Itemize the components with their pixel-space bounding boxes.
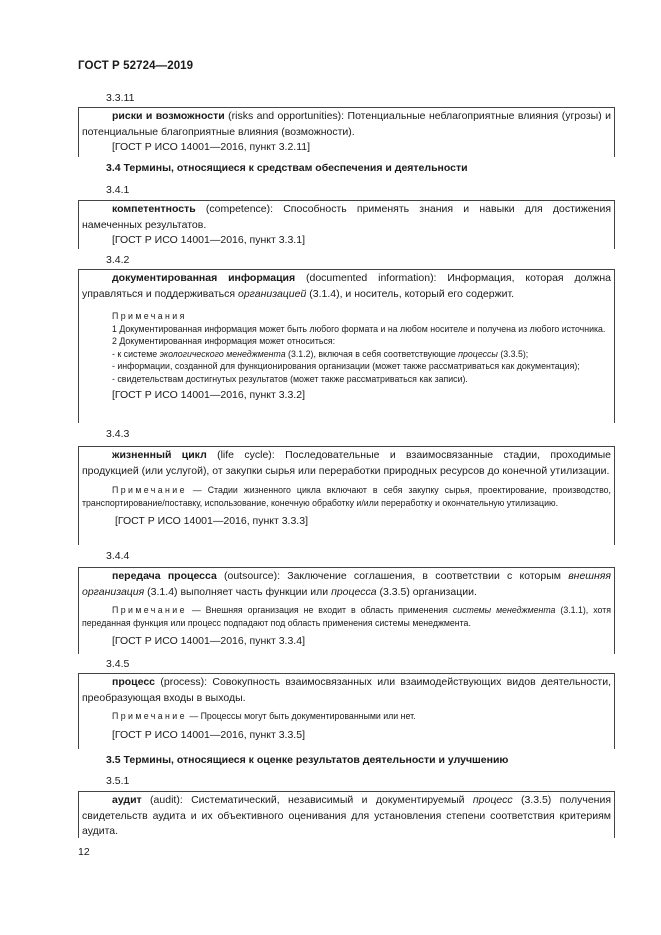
entry-number: 3.5.1 [106,775,130,787]
note: Примечание — Внешняя организация не входит в область применения системы менеджмента (3.1.1), хотя переданная функция или процесс подпадают под область применения системы менеджмента. [82,605,611,628]
term-entry-3-3-11 [78,107,615,157]
notes-label: Примечания [112,311,187,321]
definition: жизненный цикл (life cycle): Последовательные и взаимосвязанные стадии, проходимые продукцией (или услугой), от закупки сырья или переработки природных ресурсов до конечной утилизации. [82,449,611,477]
term-entry-3-4-1 [78,200,615,249]
term: документированная информация [112,272,296,284]
term-entry-3-4-5 [78,673,615,749]
reference: [ГОСТ Р ИСО 14001—2016, пункт 3.3.1] [112,234,305,246]
entry-number: 3.4.2 [106,254,130,266]
term: аудит [112,794,142,806]
entry-number: 3.4.3 [106,428,130,440]
note: - свидетельствам достигнутых результатов (может также рассматриваться как записи). [112,373,468,384]
section-title-3-5: 3.5 Термины, относящиеся к оценке результатов деятельности и улучшению [106,754,509,766]
reference: [ГОСТ Р ИСО 14001—2016, пункт 3.3.3] [115,515,308,527]
term: жизненный цикл [112,449,207,461]
term: передача процесса [112,570,217,582]
note: 1 Документированная информация может быть любого формата и на любом носителе и получена из любого источника. [112,323,606,334]
entry-number: 3.4.5 [106,658,130,670]
entry-number: 3.4.1 [106,184,130,196]
definition: документированная информация (documented information): Информация, которая должна управляться и поддерживаться организацией (3.1.4), и носитель, который его содержит. [82,272,611,300]
term-entry-3-4-4 [78,567,615,654]
entry-number: 3.3.11 [106,92,135,104]
note: 2 Документированная информация может относиться: [112,336,336,346]
definition: риски и возможности (risks and opportunities): Потенциальные неблагоприятные влияния (угрозы) и потенциальные благоприятные влияния (возможности). [82,110,611,138]
reference: [ГОСТ Р ИСО 14001—2016, пункт 3.2.11] [112,141,311,153]
note: Примечание — Стадии жизненного цикла включают в себя закупку сырья, проектирование, производство, транспортирование/поставку, использование, конечную обработку и/или переработку и окончательную утилизацию. [82,485,611,508]
reference: [ГОСТ Р ИСО 14001—2016, пункт 3.3.2] [112,389,305,401]
definition: компетентность (competence): Способность применять знания и навыки для достижения намеченных результатов. [82,203,611,231]
reference: [ГОСТ Р ИСО 14001—2016, пункт 3.3.4] [112,635,305,647]
term-entry-3-4-2 [78,269,615,423]
page-number: 12 [78,846,90,858]
entry-number: 3.4.4 [106,550,130,562]
document-header: ГОСТ Р 52724—2019 [78,60,194,72]
term: риски и возможности [112,110,225,122]
definition: передача процесса (outsource): Заключение соглашения, в соответствии с которым внешняя организация (3.1.4) выполняет часть функции или процесса (3.3.5) организации. [82,570,611,598]
section-title-3-4: 3.4 Термины, относящиеся к средствам обеспечения и деятельности [106,162,468,174]
term-entry-3-5-1 [78,791,615,838]
term-entry-3-4-3 [78,446,615,545]
note: - информации, созданной для функционирования организации (может также рассматриваться как документация); [112,361,580,371]
definition: процесс (process): Совокупность взаимосвязанных или взаимодействующих видов деятельности, преобразующая входы в выходы. [82,676,611,704]
note: - к системе экологического менеджмента (3.1.2), включая в себя соответствующие процессы (3.3.5); [112,348,529,359]
note: Примечание — Процессы могут быть документированными или нет. [112,711,416,721]
term: процесс [112,676,156,688]
reference: [ГОСТ Р ИСО 14001—2016, пункт 3.3.5] [112,728,305,741]
definition: аудит (audit): Систематический, независимый и документируемый процесс (3.3.5) получения свидетельств аудита и их объективного оценивания для установления степени соответствия критериям аудита. [82,794,612,837]
term: компетентность [112,203,196,215]
